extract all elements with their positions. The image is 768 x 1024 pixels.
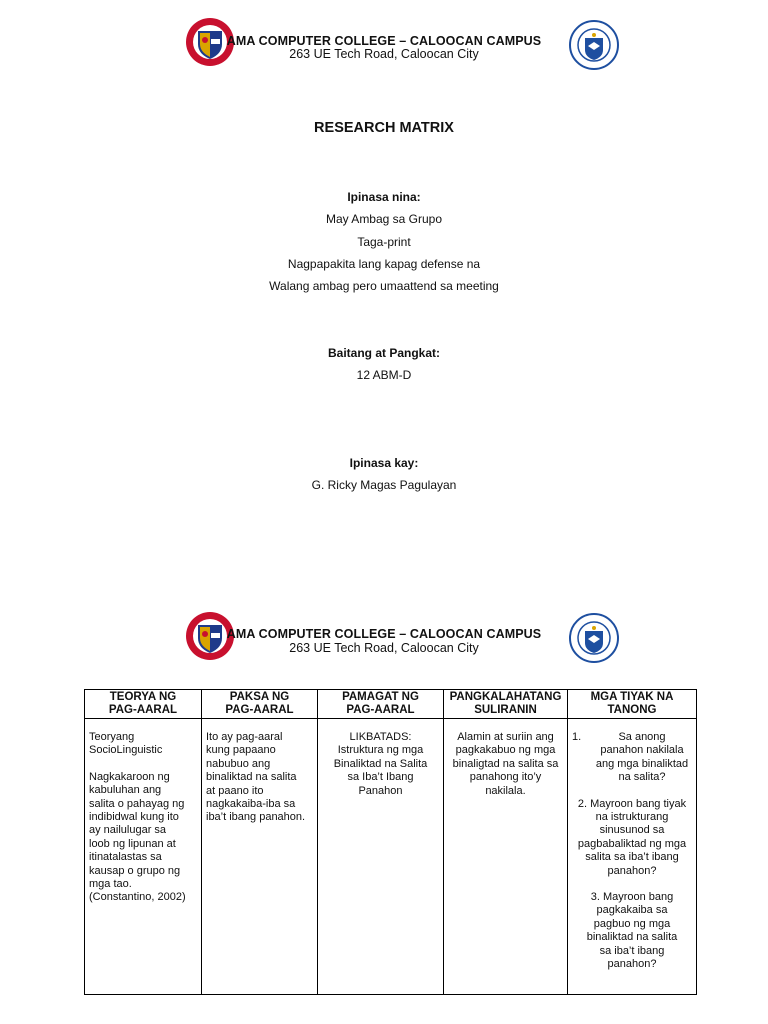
cell-tanong	[568, 719, 697, 995]
header-suliranin: PANGKALAHATANG SULIRANIN	[444, 690, 568, 719]
submitted-by-label: Ipinasa nina:	[347, 190, 421, 204]
college-name: AMA COMPUTER COLLEGE – CALOOCAN CAMPUS	[226, 627, 542, 641]
grade-section-value: 12 ABM-D	[356, 368, 412, 382]
list-item: 2. Mayroon bang tiyak na istrukturang sinusunod sa pagbabaliktad ng mga salita sa iba’t ibang panahon?	[577, 797, 687, 877]
member-name: Walang ambag pero umaattend sa meeting	[269, 279, 499, 293]
cell-teorya: Teoryang SocioLinguistic Nagkakaroon ng kabuluhan ang salita o pahayag ng indibidwal kung ito ay nailulugar sa loob ng lipunan at itinatalastas sa kausap o grupo ng mga tao. (Constantino, 2002)	[85, 719, 202, 995]
header-pamagat: PAMAGAT NG PAG-AARAL	[318, 690, 444, 719]
grade-section-label: Baitang at Pangkat:	[327, 346, 441, 360]
list-item: 3. Mayroon bang pagkakaiba sa pagbuo ng mga binaliktad na salita sa iba’t ibang panahon?	[586, 891, 678, 971]
table-row	[85, 719, 697, 995]
research-matrix-table	[84, 689, 697, 995]
document-title: RESEARCH MATRIX	[314, 120, 454, 136]
table-header-row	[85, 690, 697, 719]
college-address: 263 UE Tech Road, Caloocan City	[289, 47, 479, 61]
header-paksa: PAKSA NG PAG-AARAL	[202, 690, 318, 719]
submitted-to-label: Ipinasa kay:	[349, 456, 419, 470]
header-teorya: TEORYA NG PAG-AARAL	[85, 690, 202, 719]
member-name: Taga-print	[357, 235, 411, 249]
cell-pamagat: LIKBATADS: Istruktura ng mga Binaliktad na Salita sa Iba’t Ibang Panahon	[318, 719, 444, 995]
college-address: 263 UE Tech Road, Caloocan City	[289, 641, 479, 655]
header-tanong: MGA TIYAK NA TANONG	[568, 690, 697, 719]
college-name: AMA COMPUTER COLLEGE – CALOOCAN CAMPUS	[226, 34, 542, 48]
teacher-name: G. Ricky Magas Pagulayan	[311, 478, 457, 492]
list-item: 1. Sa anong panahon nakilala ang mga binaliktad na salita?	[572, 731, 689, 784]
cell-suliranin: Alamin at suriin ang pagkakabuo ng mga binaligtad na salita sa panahong ito’y nakilala.	[444, 719, 568, 995]
member-name: Nagpapakita lang kapag defense na	[287, 257, 481, 271]
member-name: May Ambag sa Grupo	[325, 212, 443, 226]
cell-paksa: Ito ay pag-aaral kung papaano nabubuo ang binaliktad na salita at paano ito nagkakaiba-iba sa iba’t ibang panahon.	[202, 719, 318, 995]
